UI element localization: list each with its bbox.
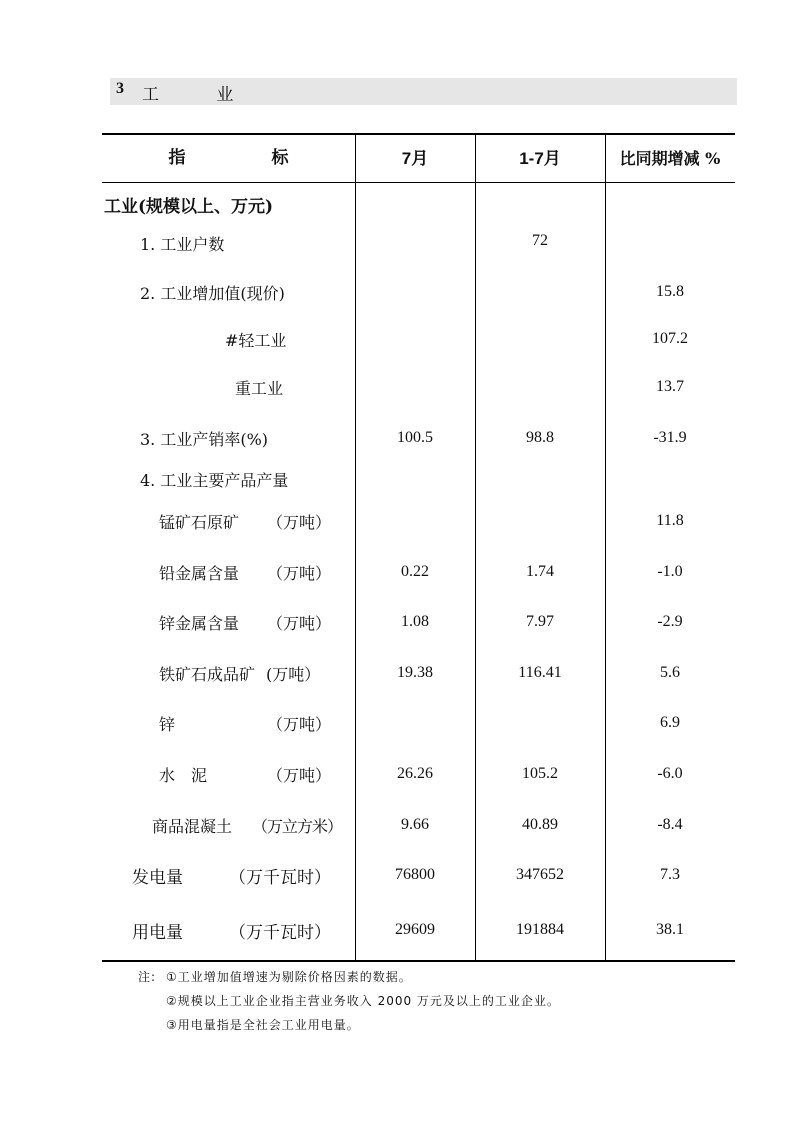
row-month: 0.22 <box>401 563 429 580</box>
row-unit: （万吨） <box>267 715 332 734</box>
row-label: 锰矿石原矿 <box>159 513 240 532</box>
footnote-line <box>138 989 560 1013</box>
row-ytd: 72 <box>532 232 548 249</box>
footnote-item: ③用电量指是全社会工业用电量。 <box>166 1018 360 1032</box>
column-divider <box>355 135 356 960</box>
row-ytd: 116.41 <box>518 664 562 681</box>
row-ytd: 40.89 <box>522 816 558 833</box>
row-label: 用电量 <box>132 923 183 943</box>
row-ytd: 191884 <box>516 921 564 938</box>
section-header <box>110 78 737 105</box>
row-yoy: 107.2 <box>652 330 688 347</box>
row-label: 1. 工业户数 <box>140 235 225 254</box>
header-yoy: 比同期增减 % <box>619 149 721 168</box>
row-unit: （万千瓦时） <box>229 923 331 943</box>
section-title: 工 业 <box>142 85 260 105</box>
row-yoy: 11.8 <box>656 512 684 529</box>
row-yoy: 7.3 <box>660 866 680 883</box>
header-indicator: 指 标 <box>168 148 289 168</box>
row-label: 铁矿石成品矿 <box>159 665 256 684</box>
row-label: #轻工业 <box>225 331 287 350</box>
row-label: 2. 工业增加值(现价) <box>140 284 285 303</box>
row-unit: （万吨） <box>267 564 332 583</box>
row-label: 水 泥 <box>159 766 208 785</box>
row-month: 19.38 <box>397 664 433 681</box>
row-month: 1.08 <box>401 613 429 630</box>
industry-table <box>102 133 735 962</box>
row-label: 铅金属含量 <box>159 564 240 583</box>
header-divider <box>102 182 735 183</box>
row-unit: （万吨） <box>267 614 332 633</box>
row-unit: （万吨） <box>267 766 332 785</box>
row-ytd: 98.8 <box>526 429 554 446</box>
row-unit: (万吨） <box>266 665 321 684</box>
row-unit: （万立方米） <box>252 817 343 836</box>
row-yoy: -6.0 <box>657 765 683 782</box>
row-month: 9.66 <box>401 816 429 833</box>
row-yoy: -31.9 <box>653 429 687 446</box>
row-month: 29609 <box>395 921 435 938</box>
row-yoy: 5.6 <box>660 664 680 681</box>
row-label: 锌 <box>159 715 176 734</box>
row-label: 4. 工业主要产品产量 <box>140 471 289 490</box>
row-yoy: 38.1 <box>656 921 684 938</box>
row-unit: （万千瓦时） <box>229 868 331 888</box>
footnote-line <box>138 1013 560 1037</box>
row-label: 商品混凝土 <box>152 817 233 836</box>
row-yoy: -2.9 <box>657 613 683 630</box>
footnote-item: ①工业增加值增速为剔除价格因素的数据。 <box>166 970 412 984</box>
row-label: 锌金属含量 <box>159 614 240 633</box>
row-unit: （万吨） <box>267 513 332 532</box>
row-yoy: -1.0 <box>657 563 683 580</box>
row-ytd: 105.2 <box>522 765 558 782</box>
row-label: 3. 工业产销率(%) <box>140 430 269 449</box>
row-ytd: 1.74 <box>526 563 554 580</box>
row-month: 100.5 <box>397 429 433 446</box>
row-yoy: 6.9 <box>660 714 680 731</box>
row-yoy: -8.4 <box>657 816 683 833</box>
row-label: 重工业 <box>235 379 284 398</box>
row-ytd: 7.97 <box>526 613 554 630</box>
column-divider <box>475 135 476 960</box>
footnote-item: ②规模以上工业企业指主营业务收入 2000 万元及以上的工业企业。 <box>166 994 560 1008</box>
row-month: 26.26 <box>397 765 433 782</box>
header-month: 7月 <box>401 149 429 168</box>
row-month: 76800 <box>395 866 435 883</box>
column-divider <box>605 135 606 960</box>
footnote-line <box>138 965 560 989</box>
row-ytd: 347652 <box>516 866 564 883</box>
section-number: 3 <box>116 80 124 97</box>
row-label: 发电量 <box>132 868 183 888</box>
footnotes <box>138 965 560 1037</box>
row-yoy: 13.7 <box>656 378 684 395</box>
category-label: 工业(规模以上、万元) <box>104 197 274 217</box>
header-ytd: 1-7月 <box>519 149 561 168</box>
row-yoy: 15.8 <box>656 283 684 300</box>
footnote-prefix: 注: <box>138 970 157 984</box>
